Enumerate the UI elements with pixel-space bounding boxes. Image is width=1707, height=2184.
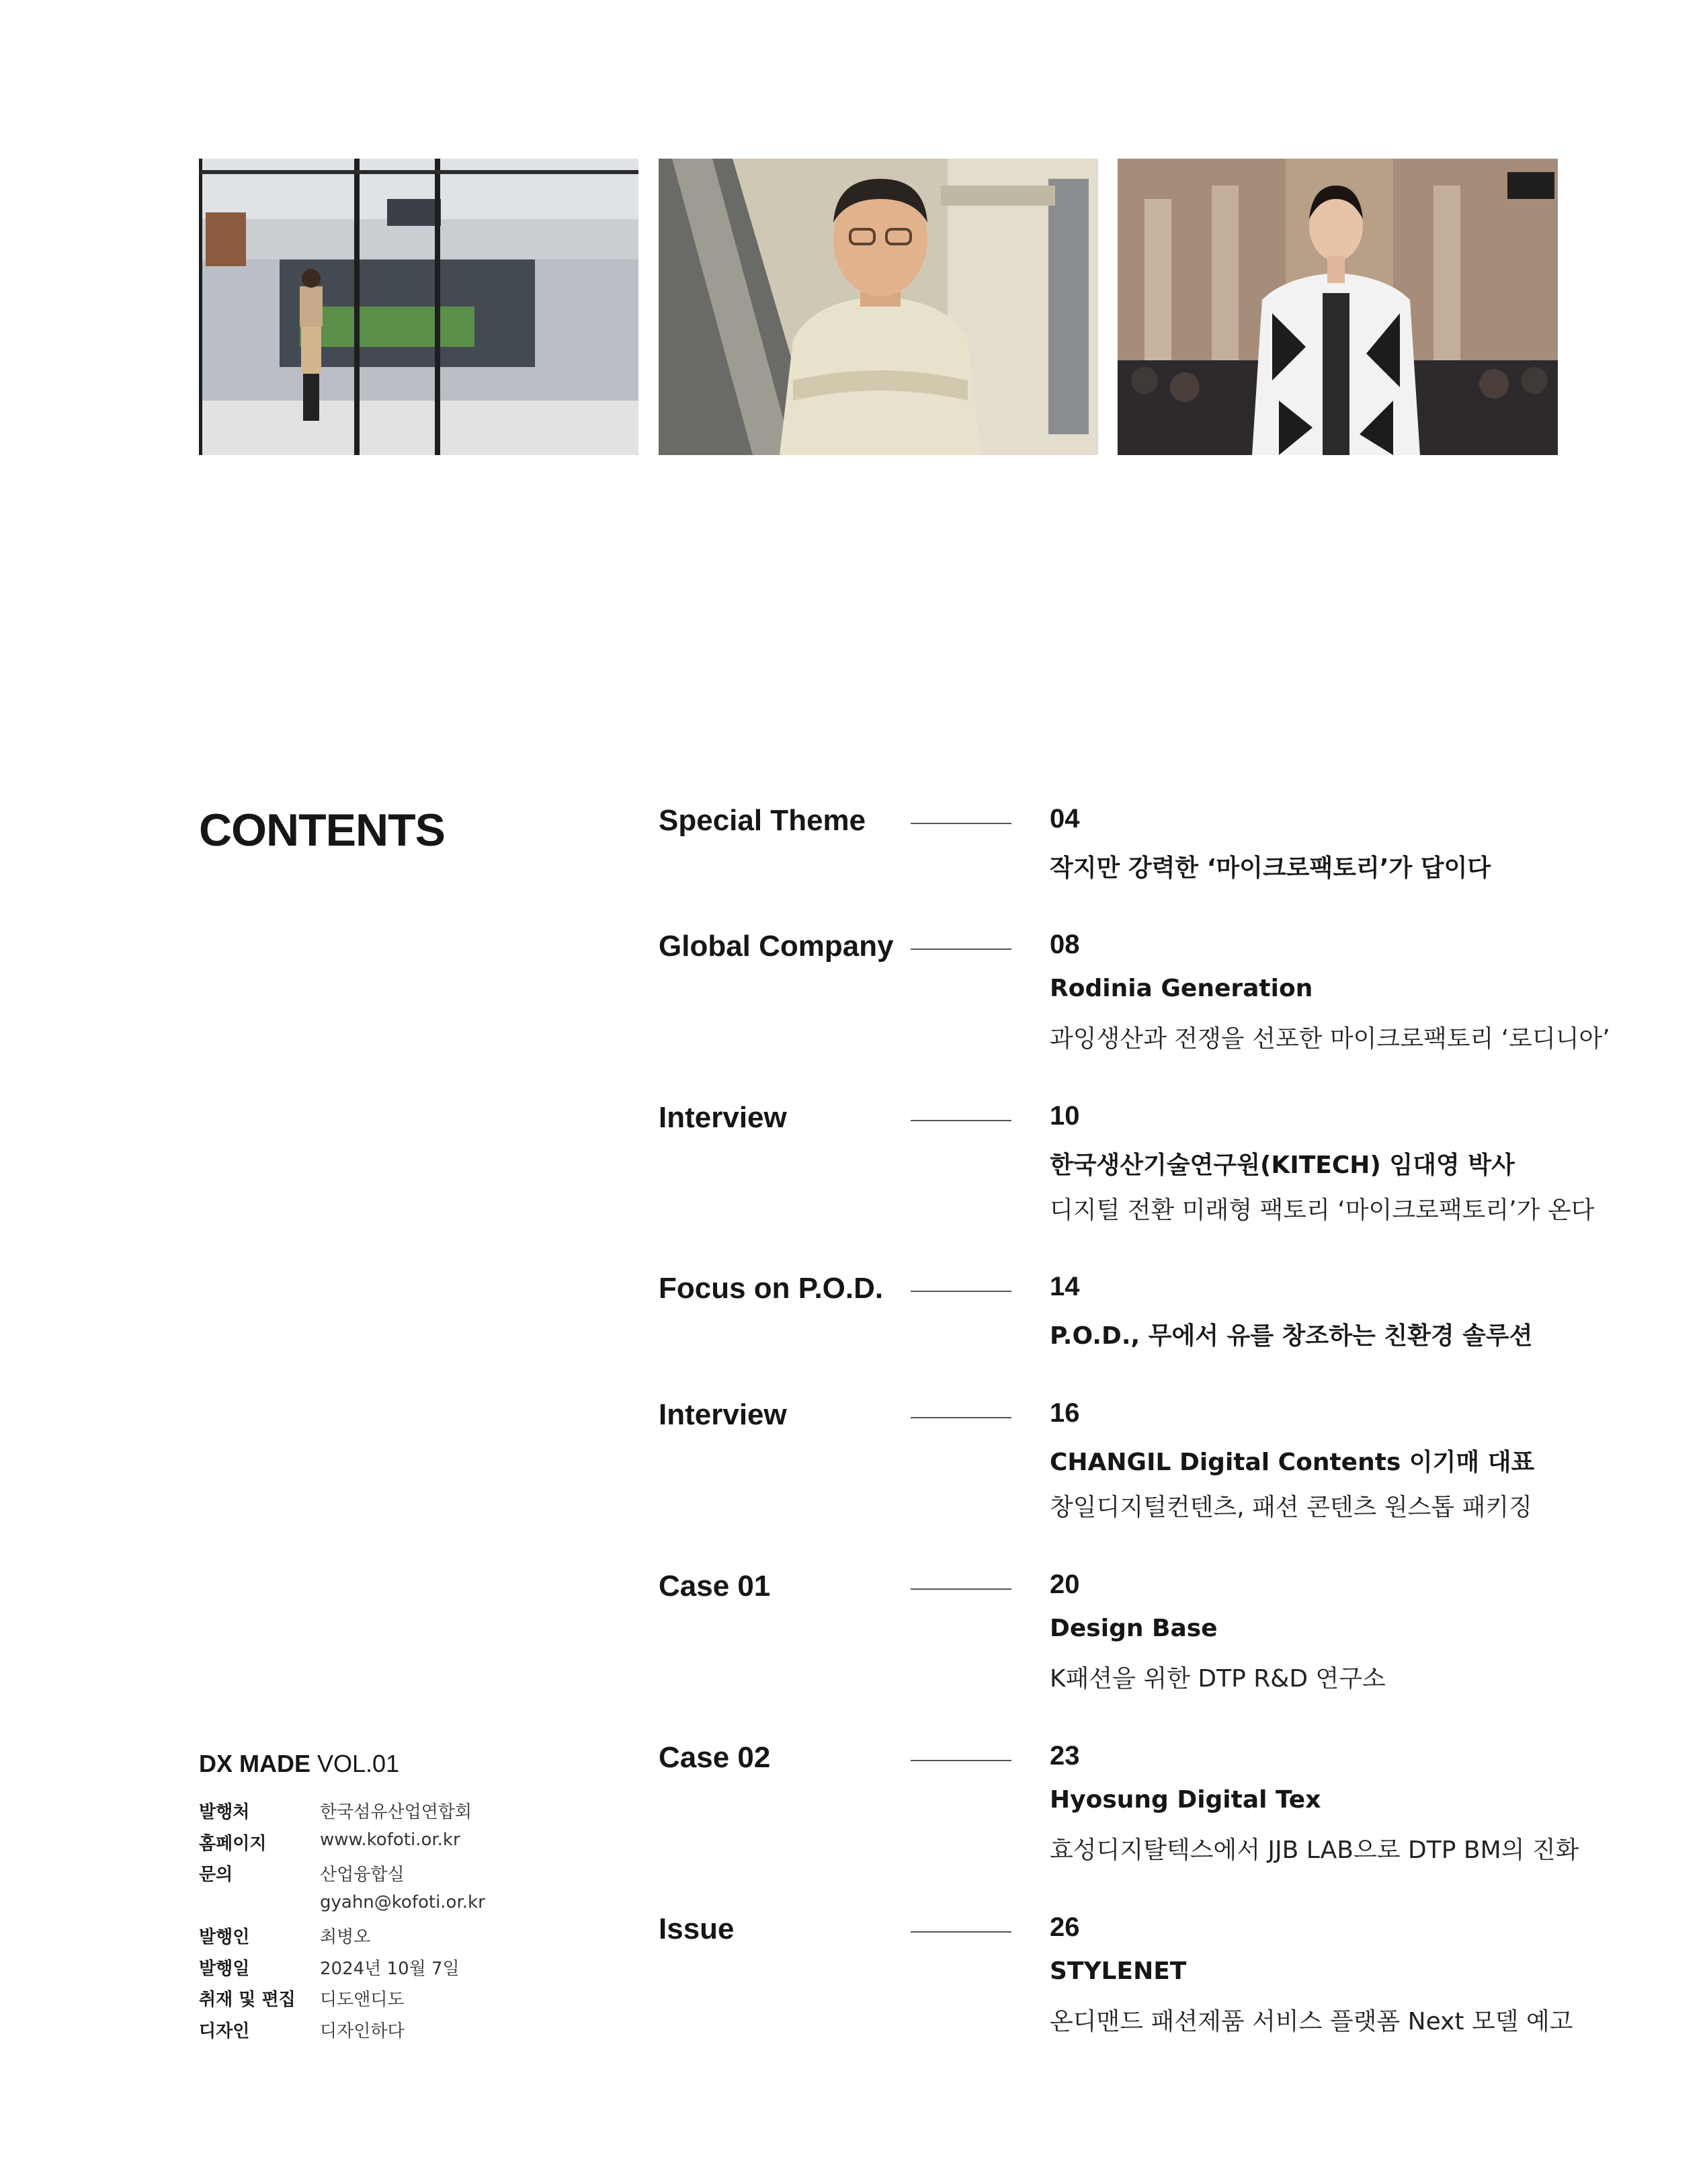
toc-leader-line xyxy=(911,823,1011,824)
magazine-brand: DX MADE xyxy=(199,1750,311,1777)
colophon-row xyxy=(199,1830,575,1861)
toc-title: Hyosung Digital Tex xyxy=(1050,1786,1321,1814)
toc-title: STYLENET xyxy=(1050,1957,1187,1985)
colophon-value: 디도앤디도 xyxy=(320,1990,405,2010)
toc-category: Case 02 xyxy=(659,1741,771,1774)
colophon-label: 발행인 xyxy=(199,1927,250,1947)
toc-leader-line xyxy=(911,1760,1011,1761)
toc-title: 작지만 강력한 ‘마이크로팩토리’가 답이다 xyxy=(1050,854,1491,882)
colophon-value: 디자인하다 xyxy=(320,2021,405,2041)
toc-subtitle: 과잉생산과 전쟁을 선포한 마이크로팩토리 ‘로디니아’ xyxy=(1050,1025,1610,1053)
toc-page-number: 20 xyxy=(1050,1570,1080,1599)
toc-title: P.O.D., 무에서 유를 창조하는 친환경 솔루션 xyxy=(1050,1322,1533,1350)
colophon-value: 산업융합실 xyxy=(320,1865,405,1885)
toc-leader-line xyxy=(911,1588,1011,1590)
colophon-row xyxy=(199,1923,575,1955)
colophon-label: 홈페이지 xyxy=(199,1833,267,1854)
toc-page-number: 08 xyxy=(1050,930,1080,959)
colophon-row xyxy=(199,1798,575,1830)
homepage-link[interactable]: www.kofoti.or.kr xyxy=(320,1829,460,1850)
toc-title: Rodinia Generation xyxy=(1050,975,1313,1002)
toc-subtitle: 효성디지탈텍스에서 JJB LAB으로 DTP BM의 진화 xyxy=(1050,1836,1579,1864)
colophon-title xyxy=(199,1750,575,1778)
toc-page-number: 26 xyxy=(1050,1912,1080,1942)
toc-subtitle: 창일디지털컨텐츠, 패션 콘텐츠 원스톱 패키징 xyxy=(1050,1494,1532,1521)
toc-category: Case 01 xyxy=(659,1570,771,1603)
colophon-value: 2024년 10월 7일 xyxy=(320,1958,460,1979)
colophon-row xyxy=(199,1861,575,1892)
toc-subtitle: 디지털 전환 미래형 팩토리 ‘마이크로팩토리’가 온다 xyxy=(1050,1197,1595,1224)
colophon-row xyxy=(199,2017,575,2049)
toc-category: Focus on P.O.D. xyxy=(659,1272,884,1305)
colophon-row xyxy=(199,1892,575,1924)
toc-title: CHANGIL Digital Contents 이기매 대표 xyxy=(1050,1449,1535,1476)
toc-leader-line xyxy=(911,1931,1011,1933)
toc-title: Design Base xyxy=(1050,1615,1218,1642)
colophon-value: 한국섬유산업연합회 xyxy=(320,1802,472,1822)
toc-category: Interview xyxy=(659,1398,787,1431)
colophon-row xyxy=(199,1955,575,1986)
toc-page-number: 10 xyxy=(1050,1101,1080,1131)
toc-leader-line xyxy=(911,1417,1011,1418)
toc-page-number: 16 xyxy=(1050,1398,1080,1428)
colophon xyxy=(199,1750,575,2048)
toc-title: 한국생산기술연구원(KITECH) 임대영 박사 xyxy=(1050,1151,1515,1179)
toc-subtitle: K패션을 위한 DTP R&D 연구소 xyxy=(1050,1665,1386,1693)
colophon-label: 취재 및 편집 xyxy=(199,1990,296,2010)
colophon-label: 발행처 xyxy=(199,1802,250,1822)
magazine-volume: VOL.01 xyxy=(310,1750,400,1777)
toc-page-number: 14 xyxy=(1050,1272,1080,1301)
toc-leader-line xyxy=(911,1120,1011,1121)
colophon-label: 발행일 xyxy=(199,1958,250,1979)
toc-category: Global Company xyxy=(659,930,894,963)
photo-runway-model xyxy=(1118,159,1558,455)
toc-leader-line xyxy=(911,1291,1011,1292)
toc-category: Interview xyxy=(659,1101,787,1134)
colophon-value: 최병오 xyxy=(320,1927,371,1947)
colophon-row xyxy=(199,1986,575,2017)
toc-page-number: 23 xyxy=(1050,1741,1080,1771)
toc-category: Special Theme xyxy=(659,804,866,837)
colophon-label: 디자인 xyxy=(199,2021,250,2041)
toc-category: Issue xyxy=(659,1912,735,1945)
toc-subtitle: 온디맨드 패션제품 서비스 플랫폼 Next 모델 예고 xyxy=(1050,2008,1573,2035)
toc-page-number: 04 xyxy=(1050,804,1080,834)
photo-portrait-man xyxy=(659,159,1098,455)
toc-leader-line xyxy=(911,948,1011,950)
contents-heading: CONTENTS xyxy=(199,805,445,856)
contact-email-link[interactable]: gyahn@kofoti.or.kr xyxy=(320,1892,485,1912)
colophon-label: 문의 xyxy=(199,1865,233,1885)
photo-factory-lab xyxy=(199,159,638,455)
